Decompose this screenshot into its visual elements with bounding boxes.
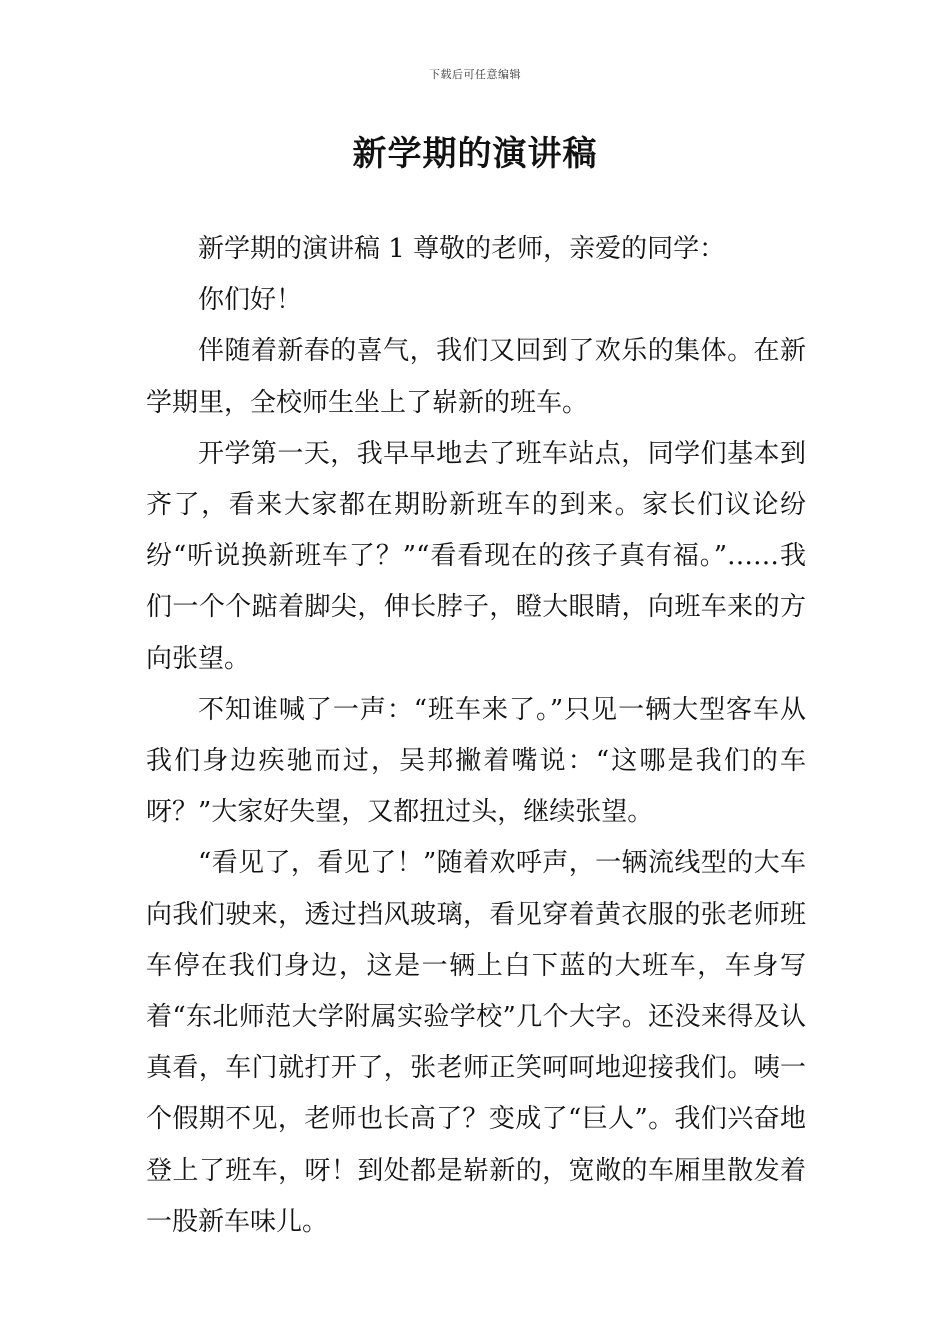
document-title: 新学期的演讲稿: [352, 134, 598, 174]
paragraph: 新学期的演讲稿 1 尊敬的老师，亲爱的同学：: [198, 234, 726, 264]
paragraph: “看见了，看见了！”随着欢呼声，一辆流线型的大车向我们驶来，透过挡风玻璃，看见穿着黄衣服的张老师班车停在我们身边，这是一辆上白下蓝的大班车，车身写着“东北师范大学附属实验学校”几个大字。还没来得及认真看，车门就打开了，张老师正笑呵呵地迎接我们。咦一个假期不见，老师也长高了？变成了“巨人”。我们兴奋地登上了班车，呀！到处都是崭新的，宽敞的车厢里散发着一股新车味儿。: [146, 848, 806, 1237]
paragraph: 你们好！: [198, 285, 303, 316]
header-note: 下载后可任意编辑: [429, 68, 521, 81]
paragraph: 不知谁喊了一声：“班车来了。”只见一辆大型客车从我们身边疾驰而过，吴邦撇着嘴说：“这哪是我们的车呀？”大家好失望，又都扭过头，继续张望。: [146, 694, 806, 828]
paragraph: 伴随着新春的喜气，我们又回到了欢乐的集体。在新学期里，全校师生坐上了崭新的班车。: [146, 336, 806, 418]
document-body: [146, 224, 806, 1248]
paragraph: 开学第一天，我早早地去了班车站点，同学们基本到齐了，看来大家都在期盼新班车的到来。家长们议论纷纷“听说换新班车了？”“看看现在的孩子真有福。”……我们一个个踮着脚尖，伸长脖子，瞪大眼睛，向班车来的方向张望。: [146, 438, 806, 674]
